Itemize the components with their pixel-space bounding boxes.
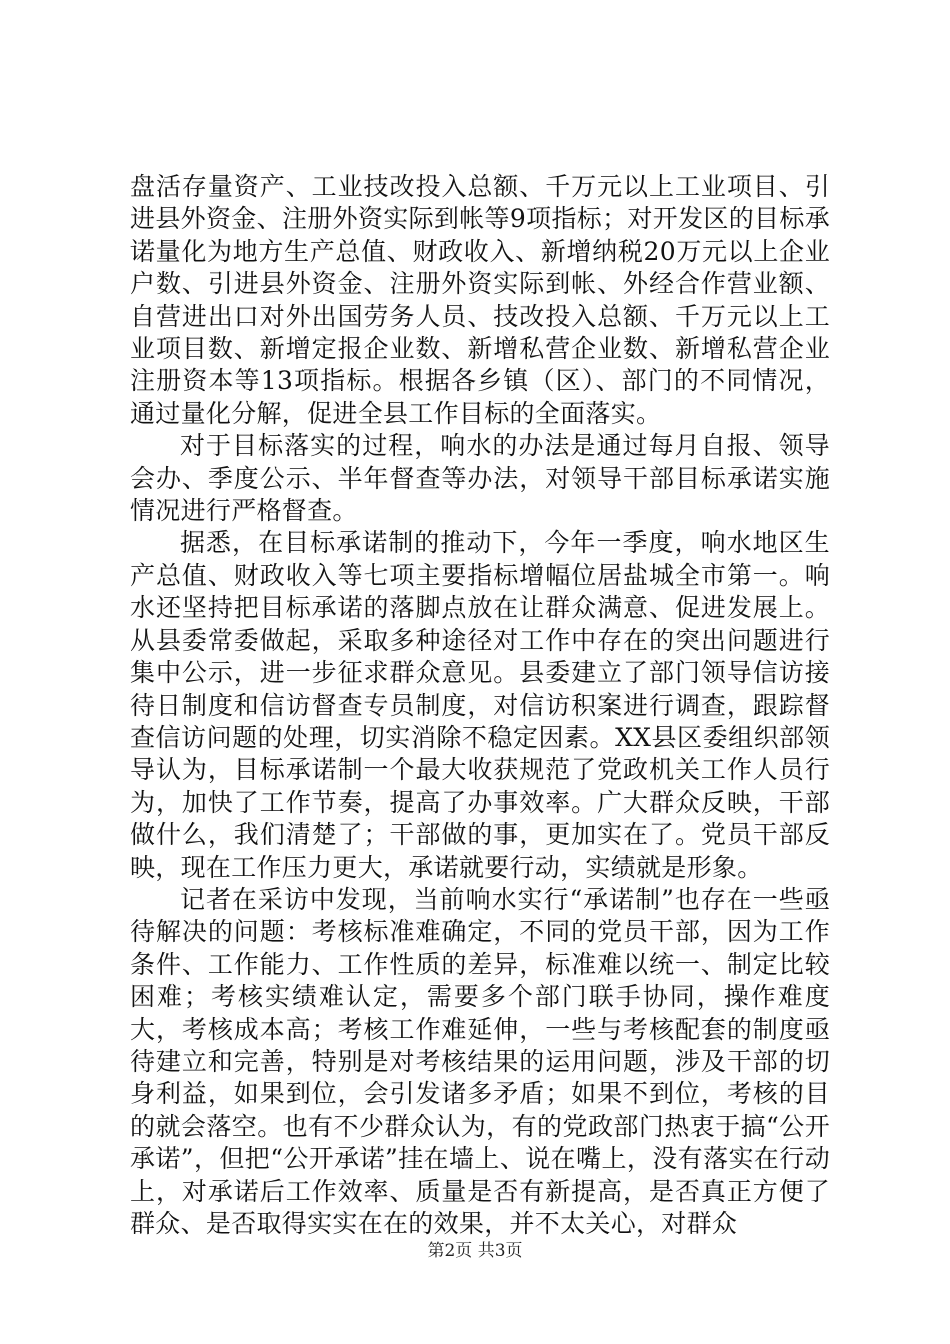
paragraph-problems: 记者在采访中发现，当前响水实行“承诺制”也存在一些亟待解决的问题：考核标准难确定，不同的党员干部，因为工作条件、工作能力、工作性质的差异，标准难以统一、制定比较困难；考核实绩难认定，需要多个部门联手协同，操作难度大，考核成本高；考核工作难延伸，一些与考核配套的制度亟待建立和完善，特别是对考核结果的运用问题，涉及干部的切身利益，如果到位，会引发诸多矛盾；如果不到位，考核的目的就会落空。也有不少群众认为，有的党政部门热衷于搞“公开承诺”，但把“公开承诺”挂在墙上、说在嘴上，没有落实在行动上，对承诺后工作效率、质量是否有新提高，是否真正方便了群众、是否取得实实在在的效果，并不太关心，对群众: [130, 884, 830, 1238]
paragraph-results: 据悉，在目标承诺制的推动下，今年一季度，响水地区生产总值、财政收入等七项主要指标增幅位居盐城全市第一。响水还坚持把目标承诺的落脚点放在让群众满意、促进发展上。从县委常委做起，采取多种途径对工作中存在的突出问题进行集中公示，进一步征求群众意见。县委建立了部门领导信访接待日制度和信访督查专员制度，对信访积案进行调查，跟踪督查信访问题的处理，切实消除不稳定因素。XX县区委组织部领导认为，目标承诺制一个最大收获规范了党政机关工作人员行为，加快了工作节奏，提高了办事效率。广大群众反映，干部做什么，我们清楚了；干部做的事，更加实在了。党员干部反映，现在工作压力更大，承诺就要行动，实绩就是形象。: [130, 528, 830, 882]
page-number-footer: 第2页 共3页: [427, 1241, 523, 1261]
paragraph-continuation: 盘活存量资产、工业技改投入总额、千万元以上工业项目、引进县外资金、注册外资实际到帐等9项指标；对开发区的目标承诺量化为地方生产总值、财政收入、新增纳税20万元以上企业户数、引进县外资金、注册外资实际到帐、外经合作营业额、自营进出口对外出国劳务人员、技改投入总额、千万元以上工业项目数、新增定报企业数、新增私营企业数、新增私营企业注册资本等13项指标。根据各乡镇（区）、部门的不同情况，通过量化分解，促进全县工作目标的全面落实。: [130, 172, 830, 428]
document-body: [130, 171, 830, 1240]
paragraph-target-process: 对于目标落实的过程，响水的办法是通过每月自报、领导会办、季度公示、半年督查等办法，对领导干部目标承诺实施情况进行严格督查。: [130, 431, 830, 526]
